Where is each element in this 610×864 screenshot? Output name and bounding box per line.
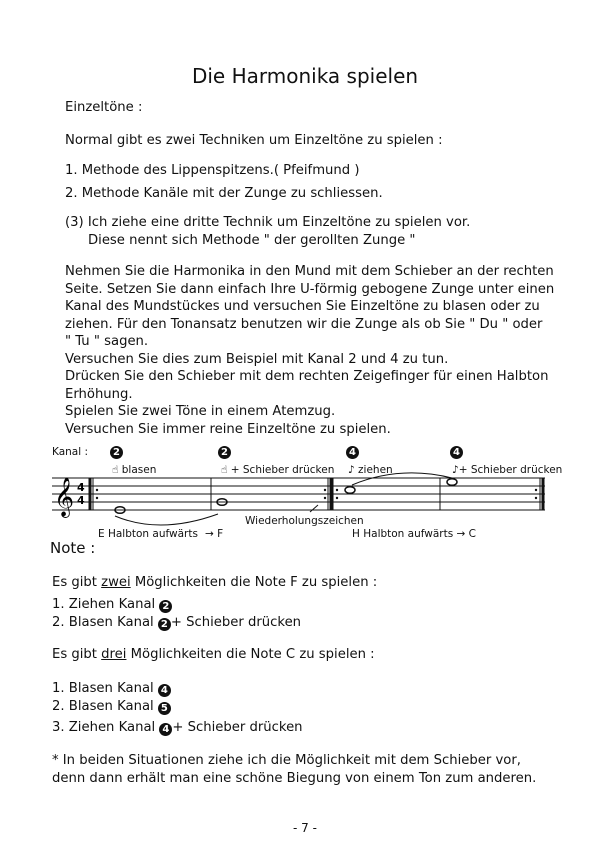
- paragraph-line: Kanal des Mundstückes und versuchen Sie Einzeltöne zu blasen oder zu: [65, 299, 540, 314]
- hand-icon: ☝: [221, 464, 228, 476]
- paragraph-line: Drücken Sie den Schieber mit dem rechten Zeigefinger für einen Halbton: [65, 369, 549, 384]
- paragraph-line: Nehmen Sie die Harmonika in den Mund mit dem Schieber an der rechten: [65, 264, 554, 279]
- h-label: H Halbton aufwärts → C: [352, 528, 477, 540]
- paragraph-line: Erhöhung.: [65, 386, 133, 402]
- e-label: E Halbton aufwärts: [98, 528, 198, 540]
- list-item: 2. Blasen Kanal 2 + Schieber drücken: [52, 615, 302, 630]
- list-item: 1. Ziehen Kanal 2: [52, 596, 172, 613]
- channel-badge: 5: [158, 702, 171, 715]
- f-label: → F: [205, 528, 224, 540]
- page-title: Die Harmonika spielen: [191, 64, 419, 88]
- method-1: 1. Methode des Lippenspitzens.( Pfeifmund ): [65, 163, 360, 178]
- channel-badge: 2: [218, 446, 231, 459]
- footnote-1: * In beiden Situationen ziehe ich die Möglichkeit mit dem Schieber vor,: [52, 753, 521, 768]
- kanal-label: Kanal :: [52, 446, 89, 458]
- draw-icon: ♪: [348, 464, 355, 476]
- list-item: 1. Blasen Kanal 4: [52, 680, 171, 697]
- hand-icon: ☝: [112, 464, 119, 476]
- list-item: 3. Ziehen Kanal 4 + Schieber drücken: [52, 720, 303, 735]
- note-label: Note :: [50, 539, 96, 557]
- method-3-cont: Diese nennt sich Methode " der gerollten Zunge ": [88, 233, 416, 248]
- channel-badge: 4: [450, 446, 463, 459]
- intro-text: Normal gibt es zwei Techniken um Einzeltöne zu spielen :: [65, 133, 443, 148]
- method-3: (3) Ich ziehe eine dritte Technik um Einzeltöne zu spielen vor.: [65, 215, 471, 230]
- paragraph-line: Seite. Setzen Sie dann einfach Ihre U-förmig gebogene Zunge unter einen: [65, 281, 555, 297]
- action-label: blasen: [121, 464, 157, 476]
- svg-text:4: 4: [77, 494, 85, 507]
- channel-badge: 2: [159, 600, 172, 613]
- channel-badge: 2: [110, 446, 123, 459]
- channel-badge: 2: [158, 618, 171, 631]
- f-heading: Es gibt zwei Möglichkeiten die Note F zu spielen :: [52, 575, 378, 590]
- action-label: + Schieber drücken: [458, 464, 563, 476]
- list-item: 2. Blasen Kanal 5: [52, 698, 171, 715]
- footnote-2: denn dann erhält man eine schöne Biegung von einem Ton zum anderen.: [52, 771, 537, 786]
- c-heading: Es gibt drei Möglichkeiten die Note C zu spielen :: [52, 647, 375, 662]
- channel-badge: 4: [346, 446, 359, 459]
- draw-icon: ♪: [452, 464, 459, 476]
- svg-text:4: 4: [77, 481, 85, 494]
- channel-badge: 4: [159, 723, 172, 736]
- paragraph-line: " Tu " sagen.: [65, 334, 149, 349]
- method-2: 2. Methode Kanäle mit der Zunge zu schliessen.: [65, 186, 383, 201]
- treble-clef-icon: 𝄞: [54, 477, 75, 517]
- paragraph-line: ziehen. Für den Tonansatz benutzen wir die Zunge als ob Sie " Du " oder: [65, 316, 543, 332]
- action-label: + Schieber drücken: [230, 464, 335, 476]
- channel-badge: 4: [158, 684, 171, 697]
- paragraph-line: Versuchen Sie dies zum Beispiel mit Kanal 2 und 4 zu tun.: [65, 351, 449, 367]
- page-number: - 7 -: [293, 821, 317, 835]
- repeat-label: Wiederholungszeichen: [245, 515, 364, 527]
- section-heading: Einzeltöne :: [65, 100, 143, 115]
- action-label: ziehen: [358, 464, 393, 476]
- paragraph-line: Spielen Sie zwei Töne in einem Atemzug.: [65, 404, 336, 419]
- paragraph-line: Versuchen Sie immer reine Einzeltöne zu spielen.: [65, 421, 391, 437]
